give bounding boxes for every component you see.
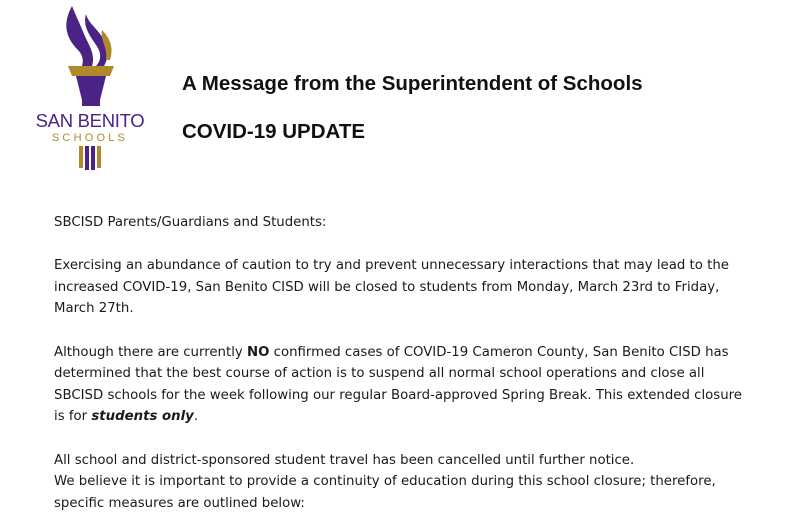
text-run: Although there are currently [54, 344, 247, 360]
text-line: Exercising an abundance of caution to try and prevent unnecessary interactions that may lead to the [54, 258, 729, 274]
letter-body [54, 212, 794, 514]
text-line: March 27th. [54, 301, 134, 317]
text-line: We believe it is important to provide a continuity of education during this school closure; therefore, [54, 474, 716, 490]
paragraph-closure-dates [54, 255, 794, 320]
text-run: . [193, 409, 199, 425]
logo-subtitle: SCHOOLS [51, 132, 129, 144]
greeting: SBCISD Parents/Guardians and Students: [54, 215, 327, 230]
paragraph-no-cases [54, 342, 794, 428]
text-line: SBCISD schools for the week following our regular Board-approved Spring Break. This extended closure [54, 387, 742, 403]
text-line [54, 342, 794, 364]
logo-name: SAN BENITO [35, 110, 145, 131]
emphasis-students-only: students only [91, 409, 194, 425]
emphasis-no: NO [246, 344, 270, 360]
text-line: All school and district-sponsored student travel has been cancelled until further notice. [54, 452, 635, 468]
paragraph-travel-and-continuity [54, 450, 794, 515]
page-subtitle: COVID-19 UPDATE [182, 120, 366, 143]
torch-icon [52, 4, 128, 172]
text-line: specific measures are outlined below: [54, 495, 305, 511]
text-run: confirmed cases of COVID-19 Cameron County, San Benito CISD has [269, 344, 729, 360]
text-line: determined that the best course of action is to suspend all normal school operations and close all [54, 366, 705, 382]
text-run: is for [54, 409, 92, 425]
text-line: increased COVID-19, San Benito CISD will be closed to students from Monday, March 23rd to Friday, [54, 279, 720, 295]
page-title: A Message from the Superintendent of Schools [182, 72, 643, 95]
text-line [54, 406, 794, 428]
district-logo [22, 4, 158, 172]
